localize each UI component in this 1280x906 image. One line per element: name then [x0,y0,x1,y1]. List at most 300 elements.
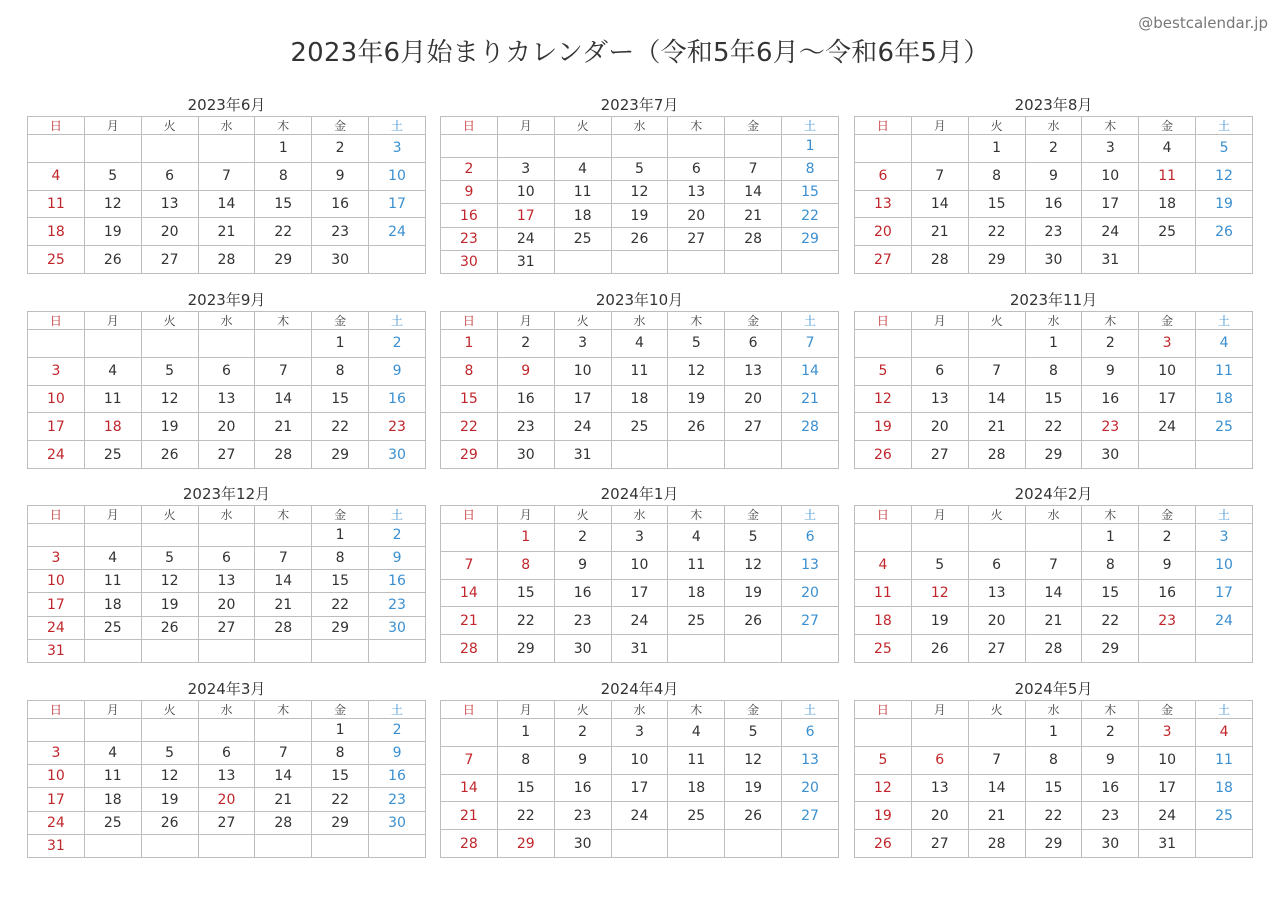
day-cell: 1 [782,135,839,158]
empty-day-cell [369,834,426,857]
weekday-header: 金 [1139,312,1196,330]
day-cell: 15 [312,765,369,788]
day-cell: 15 [497,579,554,607]
day-cell: 28 [725,227,782,250]
day-cell: 5 [725,719,782,747]
weekday-header: 金 [725,506,782,524]
day-cell: 27 [198,616,255,639]
day-cell: 19 [141,593,198,616]
month-title: 2023年10月 [595,291,684,309]
empty-day-cell [141,834,198,857]
weekday-header: 日 [441,506,498,524]
day-cell: 14 [255,385,312,413]
empty-day-cell [855,524,912,552]
week-row [441,413,839,441]
empty-day-cell [782,635,839,663]
weekday-header: 水 [1025,506,1082,524]
month-title: 2024年5月 [1014,680,1093,698]
day-cell: 24 [1139,802,1196,830]
day-cell: 8 [312,357,369,385]
month-grid [440,700,839,858]
empty-day-cell [554,135,611,158]
day-cell: 22 [1082,607,1139,635]
day-cell: 15 [1025,774,1082,802]
day-cell: 14 [441,774,498,802]
month-calendar [27,483,426,663]
day-cell: 15 [497,774,554,802]
day-cell: 7 [255,742,312,765]
day-cell: 14 [725,181,782,204]
day-cell: 29 [312,441,369,469]
day-cell: 11 [1196,746,1253,774]
day-cell: 16 [369,570,426,593]
day-cell: 29 [1025,441,1082,469]
day-cell: 1 [497,719,554,747]
day-cell: 6 [968,551,1025,579]
weekday-header: 金 [1139,117,1196,135]
day-cell: 7 [782,330,839,358]
day-cell: 12 [141,765,198,788]
day-cell: 7 [968,746,1025,774]
day-cell: 30 [554,830,611,858]
day-cell: 2 [554,524,611,552]
day-cell: 6 [911,357,968,385]
day-cell: 21 [725,204,782,227]
day-cell: 23 [1082,802,1139,830]
day-cell: 14 [968,774,1025,802]
week-row [28,413,426,441]
day-cell: 29 [497,635,554,663]
day-cell: 17 [28,788,85,811]
week-row [855,441,1253,469]
day-cell: 9 [554,551,611,579]
weekday-header: 火 [554,701,611,719]
week-row [28,639,426,662]
day-cell: 25 [1196,413,1253,441]
month-title: 2023年8月 [1014,96,1093,114]
month-grid [854,311,1253,469]
day-cell: 13 [968,579,1025,607]
day-cell: 28 [255,441,312,469]
day-cell: 25 [84,441,141,469]
day-cell: 7 [968,357,1025,385]
empty-day-cell [1196,635,1253,663]
weekday-header: 月 [911,701,968,719]
day-cell: 7 [255,357,312,385]
week-row [441,181,839,204]
day-cell: 27 [911,441,968,469]
day-cell: 17 [28,593,85,616]
day-cell: 17 [369,190,426,218]
day-cell: 8 [497,746,554,774]
empty-day-cell [725,830,782,858]
day-cell: 31 [554,441,611,469]
empty-day-cell [1139,441,1196,469]
day-cell: 24 [611,607,668,635]
day-cell: 30 [441,250,498,273]
day-cell: 29 [782,227,839,250]
day-cell: 8 [1025,746,1082,774]
day-cell: 26 [668,413,725,441]
day-cell: 9 [369,742,426,765]
month-title: 2023年9月 [187,291,266,309]
empty-day-cell [84,639,141,662]
day-cell: 11 [1139,162,1196,190]
day-cell: 1 [968,135,1025,163]
day-cell: 17 [611,579,668,607]
day-cell: 23 [369,788,426,811]
day-cell: 13 [725,357,782,385]
week-row [441,551,839,579]
day-cell: 10 [554,357,611,385]
week-row [855,135,1253,163]
day-cell: 10 [497,181,554,204]
weekday-header: 月 [497,117,554,135]
week-row [28,788,426,811]
weekday-header: 日 [441,117,498,135]
weekday-header: 水 [611,117,668,135]
day-cell: 6 [668,158,725,181]
weekday-header: 火 [141,117,198,135]
day-cell: 5 [141,742,198,765]
weekday-header: 火 [968,312,1025,330]
day-cell: 27 [855,246,912,274]
day-cell: 3 [497,158,554,181]
weekday-header-row [855,312,1253,330]
empty-day-cell [141,330,198,358]
week-row [28,593,426,616]
day-cell: 7 [441,551,498,579]
day-cell: 7 [725,158,782,181]
empty-day-cell [255,330,312,358]
week-row [855,719,1253,747]
week-row [441,746,839,774]
day-cell: 20 [855,218,912,246]
day-cell: 18 [84,593,141,616]
week-row [855,190,1253,218]
day-cell: 18 [84,413,141,441]
weekday-header: 土 [782,117,839,135]
day-cell: 25 [668,607,725,635]
day-cell: 16 [497,385,554,413]
weekday-header: 金 [725,312,782,330]
day-cell: 23 [497,413,554,441]
weekday-header: 木 [255,117,312,135]
day-cell: 24 [28,616,85,639]
day-cell: 23 [1025,218,1082,246]
day-cell: 22 [782,204,839,227]
weekday-header-row [855,506,1253,524]
day-cell: 21 [782,385,839,413]
empty-day-cell [84,524,141,547]
day-cell: 26 [1196,218,1253,246]
week-row [441,385,839,413]
day-cell: 13 [198,570,255,593]
week-row [441,524,839,552]
day-cell: 17 [497,204,554,227]
day-cell: 4 [84,357,141,385]
empty-day-cell [782,441,839,469]
weekday-header: 金 [1139,701,1196,719]
day-cell: 14 [198,190,255,218]
empty-day-cell [312,639,369,662]
day-cell: 21 [255,593,312,616]
day-cell: 9 [369,547,426,570]
day-cell: 14 [255,570,312,593]
day-cell: 18 [1196,774,1253,802]
month-grid [27,505,426,663]
empty-day-cell [782,830,839,858]
day-cell: 19 [141,413,198,441]
day-cell: 12 [855,774,912,802]
day-cell: 3 [28,742,85,765]
day-cell: 31 [28,639,85,662]
day-cell: 27 [782,802,839,830]
day-cell: 10 [28,570,85,593]
weekday-header: 水 [611,506,668,524]
day-cell: 9 [497,357,554,385]
day-cell: 30 [312,246,369,274]
month-calendar [854,289,1253,469]
weekday-header: 月 [911,312,968,330]
day-cell: 7 [198,162,255,190]
weekday-header-row [28,117,426,135]
day-cell: 4 [1139,135,1196,163]
day-cell: 26 [725,802,782,830]
day-cell: 13 [782,746,839,774]
weekday-header: 木 [1082,312,1139,330]
day-cell: 9 [369,357,426,385]
empty-day-cell [968,524,1025,552]
week-row [28,135,426,163]
day-cell: 2 [369,524,426,547]
weekday-header: 金 [725,117,782,135]
day-cell: 5 [611,158,668,181]
day-cell: 4 [668,524,725,552]
week-row [855,607,1253,635]
empty-day-cell [312,834,369,857]
empty-day-cell [855,719,912,747]
empty-day-cell [84,834,141,857]
day-cell: 20 [198,593,255,616]
day-cell: 14 [441,579,498,607]
day-cell: 12 [855,385,912,413]
day-cell: 19 [84,218,141,246]
empty-day-cell [968,330,1025,358]
month-grid [440,116,839,274]
weekday-header: 日 [28,312,85,330]
day-cell: 27 [198,811,255,834]
day-cell: 3 [369,135,426,163]
day-cell: 16 [554,579,611,607]
day-cell: 7 [255,547,312,570]
day-cell: 25 [554,227,611,250]
day-cell: 30 [554,635,611,663]
empty-day-cell [255,719,312,742]
day-cell: 25 [28,246,85,274]
day-cell: 27 [141,246,198,274]
day-cell: 19 [1196,190,1253,218]
day-cell: 30 [1082,441,1139,469]
day-cell: 26 [141,441,198,469]
weekday-header: 火 [141,701,198,719]
weekday-header: 火 [968,506,1025,524]
week-row [441,607,839,635]
month-title: 2024年2月 [1014,485,1093,503]
weekday-header: 火 [141,312,198,330]
day-cell: 3 [28,357,85,385]
day-cell: 4 [84,547,141,570]
weekday-header: 土 [369,506,426,524]
empty-day-cell [1196,441,1253,469]
empty-day-cell [141,524,198,547]
day-cell: 26 [141,616,198,639]
day-cell: 16 [441,204,498,227]
week-row [441,227,839,250]
weekday-header: 月 [911,117,968,135]
day-cell: 13 [198,385,255,413]
day-cell: 26 [855,441,912,469]
day-cell: 5 [911,551,968,579]
day-cell: 22 [255,218,312,246]
weekday-header: 水 [1025,117,1082,135]
day-cell: 9 [554,746,611,774]
empty-day-cell [911,524,968,552]
empty-day-cell [911,135,968,163]
week-row [855,246,1253,274]
day-cell: 2 [441,158,498,181]
month-grid [27,700,426,858]
week-row [28,811,426,834]
day-cell: 9 [441,181,498,204]
day-cell: 30 [369,811,426,834]
day-cell: 31 [497,250,554,273]
day-cell: 3 [28,547,85,570]
day-cell: 18 [554,204,611,227]
month-grid [27,311,426,469]
week-row [441,774,839,802]
day-cell: 2 [1139,524,1196,552]
day-cell: 23 [1082,413,1139,441]
day-cell: 15 [312,385,369,413]
empty-day-cell [611,830,668,858]
day-cell: 20 [968,607,1025,635]
weekday-header: 木 [1082,506,1139,524]
day-cell: 2 [312,135,369,163]
day-cell: 1 [1082,524,1139,552]
day-cell: 10 [1082,162,1139,190]
day-cell: 27 [911,830,968,858]
day-cell: 1 [1025,330,1082,358]
day-cell: 14 [1025,579,1082,607]
day-cell: 27 [968,635,1025,663]
day-cell: 21 [441,607,498,635]
day-cell: 26 [911,635,968,663]
day-cell: 9 [1082,746,1139,774]
week-row [28,385,426,413]
day-cell: 19 [725,579,782,607]
day-cell: 17 [1082,190,1139,218]
month-calendar [27,94,426,274]
day-cell: 31 [611,635,668,663]
day-cell: 28 [198,246,255,274]
day-cell: 20 [198,413,255,441]
week-row [28,547,426,570]
day-cell: 4 [554,158,611,181]
day-cell: 8 [312,547,369,570]
day-cell: 1 [497,524,554,552]
day-cell: 21 [198,218,255,246]
day-cell: 20 [911,413,968,441]
day-cell: 29 [497,830,554,858]
day-cell: 16 [1082,774,1139,802]
day-cell: 27 [725,413,782,441]
day-cell: 13 [911,385,968,413]
day-cell: 16 [1139,579,1196,607]
empty-day-cell [911,330,968,358]
day-cell: 18 [1139,190,1196,218]
weekday-header: 土 [782,506,839,524]
day-cell: 15 [1025,385,1082,413]
day-cell: 12 [141,385,198,413]
day-cell: 4 [28,162,85,190]
day-cell: 11 [855,579,912,607]
week-row [441,635,839,663]
week-row [28,765,426,788]
day-cell: 10 [28,765,85,788]
day-cell: 15 [255,190,312,218]
day-cell: 18 [855,607,912,635]
day-cell: 2 [1082,330,1139,358]
day-cell: 5 [141,547,198,570]
day-cell: 8 [497,551,554,579]
empty-day-cell [725,135,782,158]
empty-day-cell [497,135,554,158]
week-row [28,742,426,765]
weekday-header: 月 [84,701,141,719]
week-row [855,774,1253,802]
empty-day-cell [668,830,725,858]
empty-day-cell [28,719,85,742]
day-cell: 8 [1082,551,1139,579]
weekday-header: 日 [441,701,498,719]
empty-day-cell [611,250,668,273]
week-row [855,357,1253,385]
day-cell: 25 [611,413,668,441]
week-row [28,616,426,639]
day-cell: 20 [198,788,255,811]
day-cell: 5 [141,357,198,385]
day-cell: 1 [312,330,369,358]
weekday-header: 土 [369,117,426,135]
day-cell: 5 [1196,135,1253,163]
empty-day-cell [1196,830,1253,858]
day-cell: 10 [1139,746,1196,774]
day-cell: 29 [441,441,498,469]
day-cell: 18 [28,218,85,246]
empty-day-cell [725,635,782,663]
weekday-header: 火 [968,117,1025,135]
weekday-header: 金 [725,701,782,719]
day-cell: 20 [668,204,725,227]
day-cell: 13 [782,551,839,579]
day-cell: 24 [1139,413,1196,441]
weekday-header: 土 [369,312,426,330]
week-row [28,570,426,593]
day-cell: 25 [855,635,912,663]
weekday-header: 土 [1196,506,1253,524]
day-cell: 25 [84,811,141,834]
